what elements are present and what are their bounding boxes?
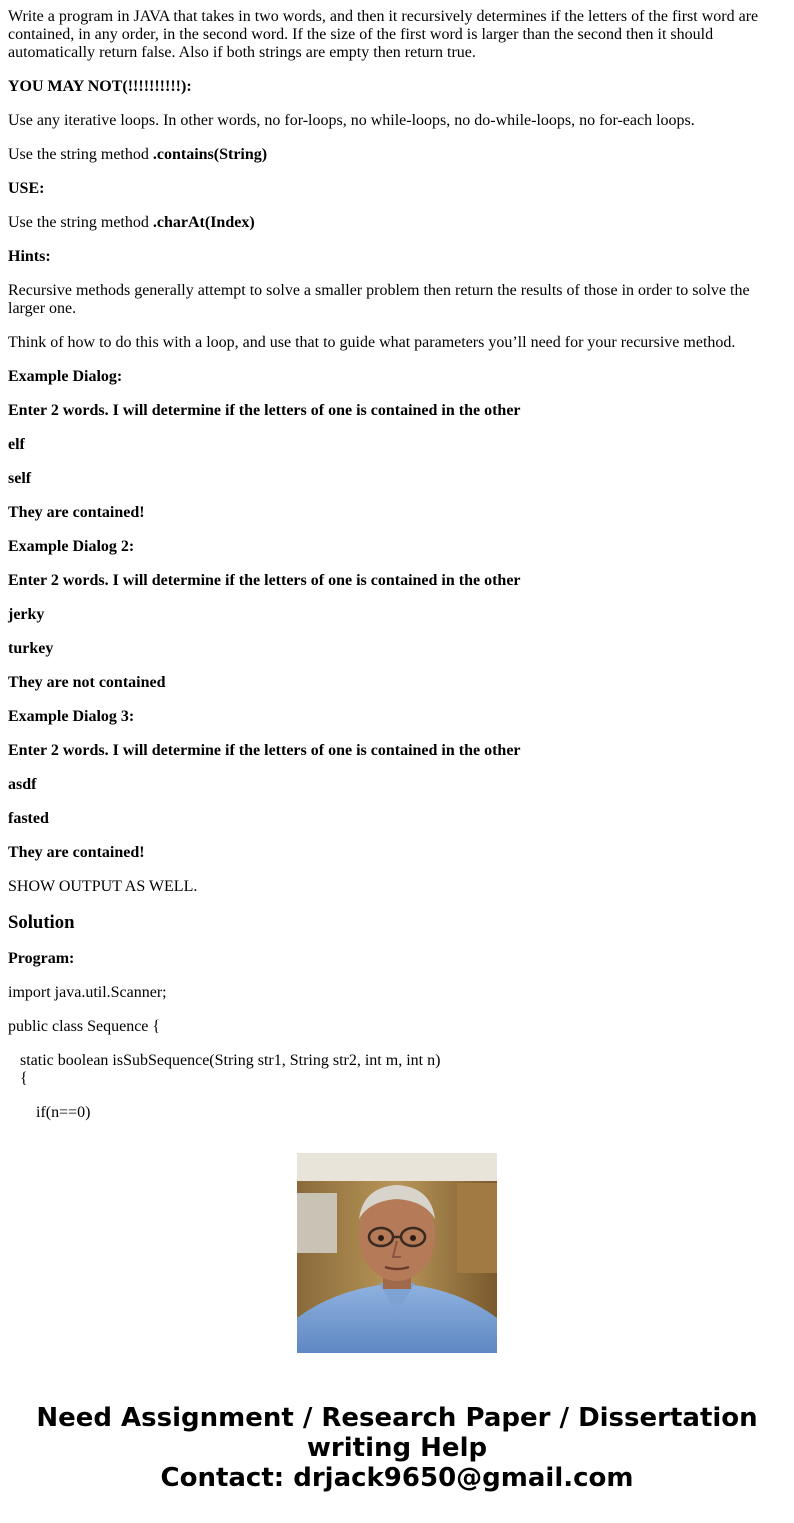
question-intro: Write a program in JAVA that takes in two words, and then it recursively determines if the letters of the first word are contained, in any order, in the second word. If the size of the first word is larger than the second then it should automatically return false. Also if both strings are empty then return true. bbox=[8, 8, 759, 61]
author-photo bbox=[297, 1153, 497, 1353]
code-open-brace: { bbox=[20, 1070, 28, 1087]
author-photo-image bbox=[297, 1153, 497, 1353]
use-rule-1 bbox=[8, 214, 778, 232]
hint-2: Think of how to do this with a loop, and use that to guide what parameters you’ll need for your recursive method. bbox=[8, 334, 736, 351]
banner-line-1: Need Assignment / Research Paper / Dissertation bbox=[36, 1403, 758, 1433]
use-rule-1-text: Use the string method bbox=[8, 214, 153, 231]
banner-line-2: writing Help bbox=[306, 1433, 488, 1463]
code-import-line: import java.util.Scanner; bbox=[8, 984, 167, 1001]
example-3-prompt: Enter 2 words. I will determine if the letters of one is contained in the other bbox=[8, 742, 521, 759]
example-1-prompt: Enter 2 words. I will determine if the letters of one is contained in the other bbox=[8, 402, 521, 419]
example-2-word-2: turkey bbox=[8, 640, 54, 657]
document-body bbox=[8, 8, 778, 1121]
example-2-heading: Example Dialog 2: bbox=[8, 538, 135, 555]
example-2-prompt: Enter 2 words. I will determine if the letters of one is contained in the other bbox=[8, 572, 521, 589]
solution-heading: Solution bbox=[8, 912, 75, 933]
example-1-result: They are contained! bbox=[8, 504, 145, 521]
example-1-word-2: self bbox=[8, 470, 32, 487]
example-2-result: They are not contained bbox=[8, 674, 166, 691]
may-not-rule-2 bbox=[8, 146, 778, 164]
example-3-heading: Example Dialog 3: bbox=[8, 708, 135, 725]
example-2-word-1: jerky bbox=[8, 606, 45, 623]
code-snippet bbox=[8, 984, 778, 1121]
may-not-rule-2-text: Use the string method bbox=[8, 146, 153, 163]
contact-banner bbox=[0, 1403, 794, 1493]
code-class-line: public class Sequence { bbox=[8, 1018, 161, 1035]
charat-method: .charAt(Index) bbox=[152, 214, 255, 231]
code-method-signature: static boolean isSubSequence(String str1, String str2, int m, int n) bbox=[20, 1052, 441, 1069]
program-label: Program: bbox=[8, 950, 75, 967]
example-3-word-2: fasted bbox=[8, 810, 49, 827]
example-3-word-1: asdf bbox=[8, 776, 37, 793]
use-heading: USE: bbox=[8, 180, 45, 197]
may-not-rule-1: Use any iterative loops. In other words, no for-loops, no while-loops, no do-while-loops, no for-each loops. bbox=[8, 112, 695, 129]
code-if-line: if(n==0) bbox=[36, 1104, 91, 1121]
example-3-result: They are contained! bbox=[8, 844, 145, 861]
example-1-heading: Example Dialog: bbox=[8, 368, 123, 385]
contains-method: .contains(String) bbox=[152, 146, 268, 163]
show-output-note: SHOW OUTPUT AS WELL. bbox=[8, 878, 198, 895]
hints-heading: Hints: bbox=[8, 248, 51, 265]
banner-contact-line: Contact: drjack9650@gmail.com bbox=[160, 1463, 634, 1493]
example-1-word-1: elf bbox=[8, 436, 25, 453]
may-not-heading: YOU MAY NOT(!!!!!!!!!!): bbox=[8, 78, 192, 95]
hint-1: Recursive methods generally attempt to solve a smaller problem then return the results of those in order to solve the larger one. bbox=[8, 282, 750, 317]
